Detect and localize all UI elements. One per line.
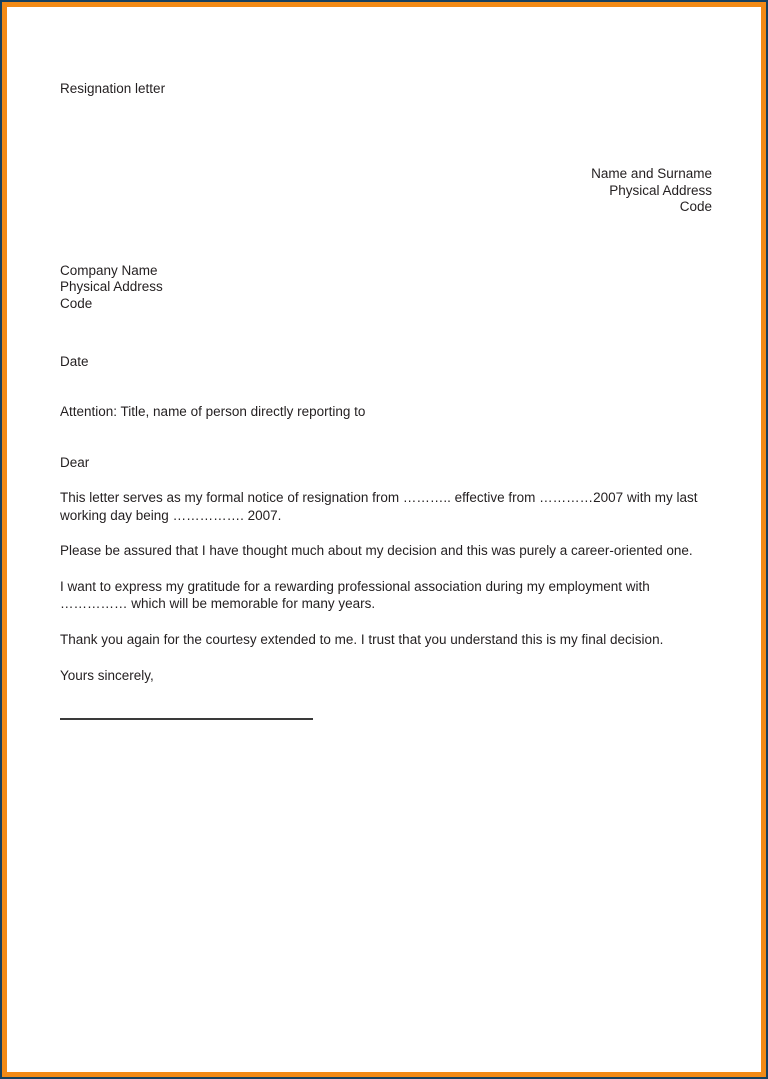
attention-line: Attention: Title, name of person directly reporting to <box>60 404 366 419</box>
recipient-company-name: Company Name <box>60 262 158 278</box>
date-label: Date <box>60 354 89 369</box>
letter-body-paragraphs <box>60 489 712 648</box>
letter-content <box>60 80 712 720</box>
paragraph-thanks: Thank you again for the courtesy extended to me. I trust that you understand this is my final decision. <box>60 631 664 647</box>
recipient-address-block <box>60 263 712 313</box>
signature-line <box>60 718 313 720</box>
sender-name: Name and Surname <box>591 166 712 181</box>
sender-postal-code: Code <box>679 199 712 214</box>
sender-address: Physical Address <box>609 182 712 198</box>
paragraph-assurance: Please be assured that I have thought much about my decision and this was purely a career-oriented one. <box>60 543 693 558</box>
letter-sheet <box>7 7 761 1072</box>
paragraph-gratitude: I want to express my gratitude for a rewarding professional association during my employment with …………… which will be memorable for many years. <box>60 578 650 611</box>
paragraph-notice: This letter serves as my formal notice of resignation from ……….. effective from …………2007 with my last working day being ……………. 2007. <box>60 490 698 523</box>
sender-address-block <box>60 166 712 216</box>
page-title: Resignation letter <box>60 81 166 96</box>
closing-salutation: Yours sincerely, <box>60 668 154 683</box>
salutation: Dear <box>60 455 90 470</box>
recipient-address: Physical Address <box>60 279 163 294</box>
recipient-postal-code: Code <box>60 295 93 311</box>
